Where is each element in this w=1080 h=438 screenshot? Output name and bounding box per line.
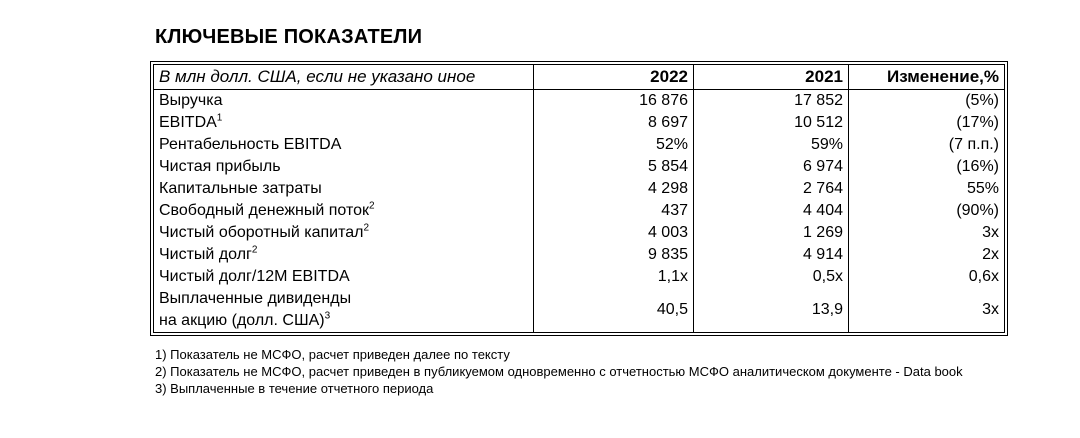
header-change: Изменение,%: [849, 65, 1005, 90]
value-2021: 17 852: [694, 90, 849, 113]
row-label-cell: [154, 288, 534, 333]
row-label-cell: [154, 222, 534, 244]
table-row: [154, 222, 1005, 244]
value-2021: 1 269: [694, 222, 849, 244]
row-label: Капитальные затраты: [159, 180, 322, 197]
table-row: [154, 266, 1005, 288]
row-label: Чистый оборотный капитал: [159, 224, 364, 241]
table-header-row: [154, 65, 1005, 90]
value-change: 2x: [982, 246, 999, 263]
value-2021: 2 764: [694, 178, 849, 200]
footnote-2: 2) Показатель не МСФО, расчет приведен в публикуемом одновременно с отчетностью МСФО аналитическом документе - Data book: [155, 364, 963, 379]
footnote-1: 1) Показатель не МСФО, расчет приведен далее по тексту: [155, 347, 510, 362]
value-2021: 4 404: [694, 200, 849, 222]
value-2022: 52%: [534, 134, 694, 156]
row-label-line2: на акцию (долл. США): [159, 312, 325, 329]
row-label: Чистый долг/12M EBITDA: [159, 268, 350, 285]
footnote-ref: 1: [216, 112, 223, 124]
row-label-cell: [154, 200, 534, 222]
row-label-cell: [154, 178, 534, 200]
table-row: [154, 288, 1005, 333]
value-2022: 4 003: [534, 222, 694, 244]
footnote-3: 3) Выплаченные в течение отчетного периода: [155, 381, 434, 396]
row-label-cell: [154, 156, 534, 178]
table-row: [154, 156, 1005, 178]
row-label-cell: [154, 112, 534, 134]
footnotes: [155, 346, 1005, 397]
row-label: Чистая прибыль: [159, 158, 281, 175]
row-label: Рентабельность EBITDA: [159, 136, 342, 153]
key-indicators-table: [153, 64, 1005, 333]
value-change: 55%: [966, 180, 999, 197]
row-label-line1: Выплаченные дивиденды: [159, 290, 352, 307]
value-change: (16%): [956, 158, 999, 175]
table-row: [154, 200, 1005, 222]
value-change: (90%): [956, 202, 999, 219]
value-2021: 0,5x: [694, 266, 849, 288]
value-2022: 40,5: [534, 288, 694, 333]
value-2022: 5 854: [534, 156, 694, 178]
header-2022: 2022: [534, 65, 694, 90]
value-change: (17%): [956, 114, 999, 131]
table-row: [154, 244, 1005, 266]
value-change: 3x: [982, 224, 999, 241]
table-row: [154, 134, 1005, 156]
value-2022: 4 298: [534, 178, 694, 200]
footnote-ref: 2: [369, 200, 375, 212]
value-2021: 4 914: [694, 244, 849, 266]
row-label-cell: [154, 244, 534, 266]
row-label-cell: [154, 90, 534, 113]
footnote-ref: 2: [363, 222, 370, 234]
key-indicators-table-wrap: [153, 64, 1004, 333]
value-change: 0,6x: [968, 268, 999, 285]
value-2021: 10 512: [694, 112, 849, 134]
value-change: 3x: [982, 301, 999, 318]
value-2021: 13,9: [694, 288, 849, 333]
row-label: Выручка: [159, 92, 223, 109]
value-2021: 6 974: [694, 156, 849, 178]
row-label: Свободный денежный поток: [159, 202, 370, 219]
header-units: В млн долл. США, если не указано иное: [154, 65, 534, 90]
row-label: Чистый долг: [159, 246, 252, 263]
table-row: [154, 112, 1005, 134]
footnote-ref: 3: [324, 310, 331, 322]
value-2022: 16 876: [534, 90, 694, 113]
value-2021: 59%: [694, 134, 849, 156]
value-2022: 437: [534, 200, 694, 222]
row-label-cell: [154, 134, 534, 156]
value-2022: 8 697: [534, 112, 694, 134]
value-2022: 1,1x: [534, 266, 694, 288]
table-body: [154, 90, 1005, 333]
row-label: EBITDA: [159, 114, 217, 131]
table-row: [154, 178, 1005, 200]
row-label-cell: [154, 266, 534, 288]
page-title: КЛЮЧЕВЫЕ ПОКАЗАТЕЛИ: [155, 26, 423, 48]
header-2021: 2021: [694, 65, 849, 90]
table-row: [154, 90, 1005, 113]
value-2022: 9 835: [534, 244, 694, 266]
value-change: (5%): [965, 92, 999, 109]
footnote-ref: 2: [251, 244, 258, 256]
value-change: (7 п.п.): [948, 136, 999, 153]
